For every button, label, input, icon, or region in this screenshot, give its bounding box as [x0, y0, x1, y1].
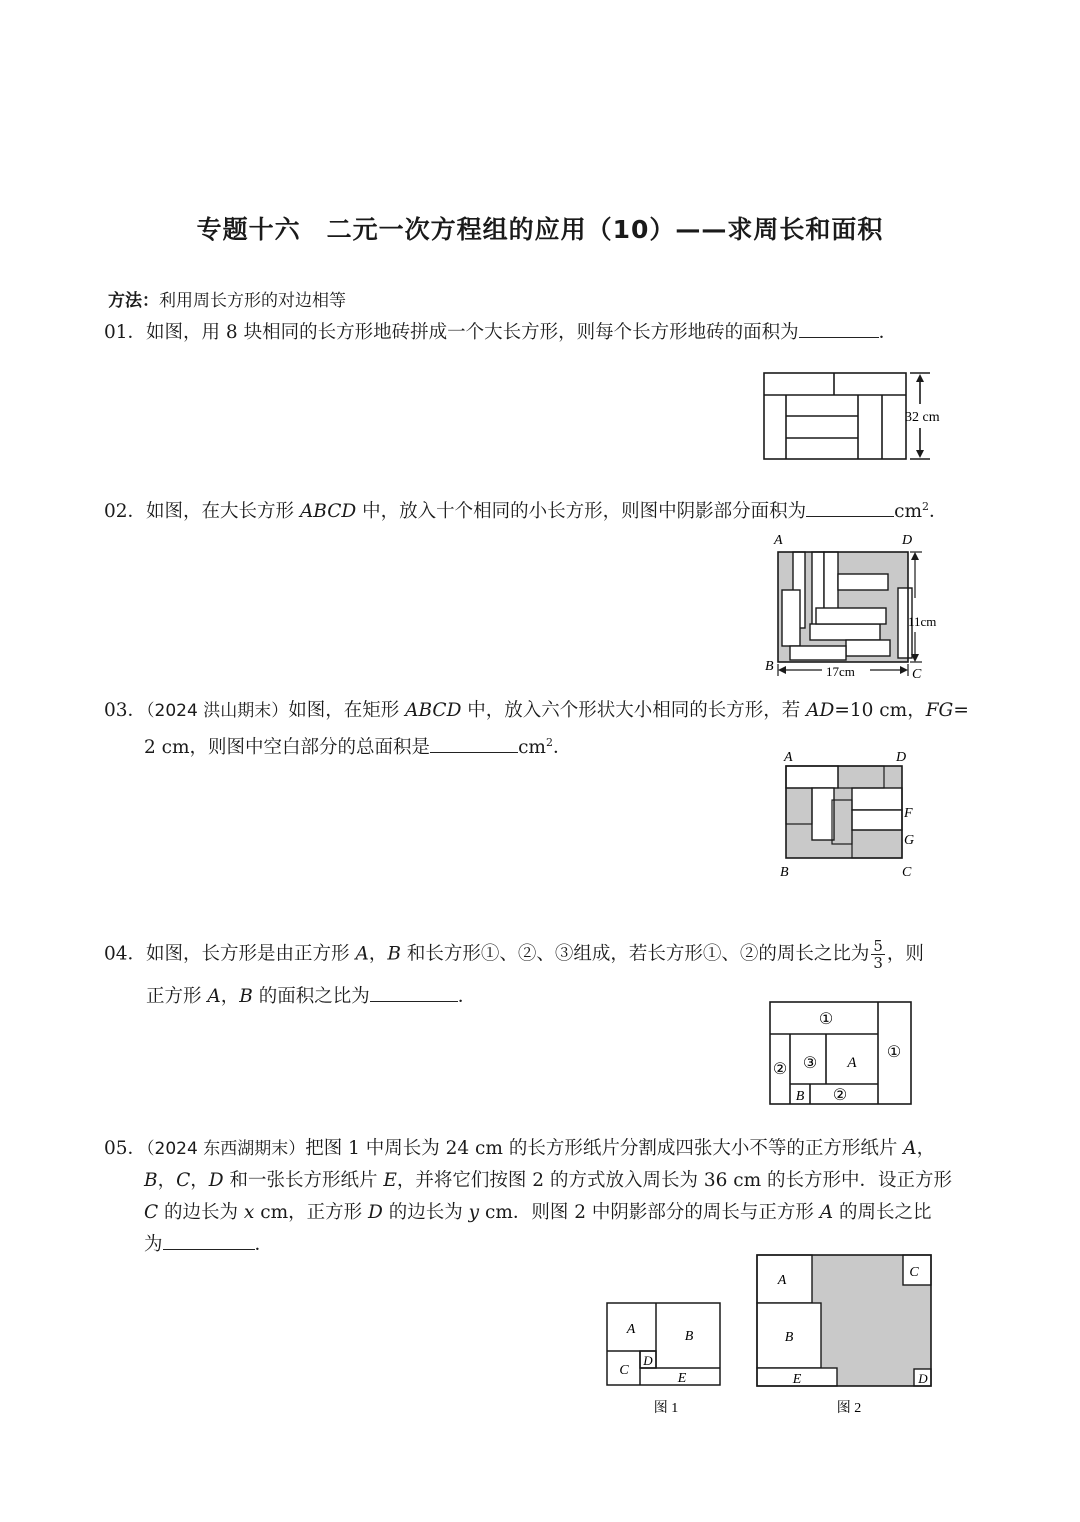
height-label: 11cm — [908, 614, 937, 629]
method-text: 利用周长方形的对边相等 — [159, 291, 346, 311]
svg-text:B: B — [784, 1330, 794, 1345]
q03-figure — [776, 746, 926, 886]
question-04: 04．如图，长方形是由正方形 A，B 和长方形①、②、③组成，若长方形①、②的周长之比为 $\frac{5}{3}$ ，则 正方形 A，B 的面积之比为 ． — [104, 937, 924, 1007]
svg-text:C: C — [912, 667, 922, 682]
svg-text:B: B — [780, 865, 789, 880]
method-line — [108, 286, 346, 311]
answer-blank[interactable] — [163, 1229, 255, 1250]
question-source: （2024 东西湖期末） — [146, 1139, 306, 1159]
svg-text:B: B — [765, 659, 774, 674]
answer-blank[interactable] — [799, 317, 879, 338]
question-01: 01．如图，用 8 块相同的长方形地砖拼成一个大长方形，则每个长方形地砖的面积为 ． — [104, 317, 984, 349]
q04-figure — [768, 1000, 916, 1108]
answer-blank[interactable] — [806, 496, 894, 517]
svg-text:F: F — [904, 806, 913, 821]
svg-text:①: ① — [818, 1011, 834, 1028]
svg-text:A: A — [626, 1322, 636, 1337]
svg-text:②: ② — [832, 1087, 848, 1104]
svg-text:E: E — [792, 1372, 802, 1387]
width-label: 17cm — [826, 664, 855, 679]
svg-text:A: A — [847, 1055, 857, 1071]
question-number: 05． — [104, 1138, 147, 1159]
question-number: 02． — [104, 501, 147, 523]
svg-text:D: D — [896, 750, 907, 765]
question-03: 03．（2024 洪山期末）如图，在矩形 ABCD 中，放入六个形状大小相同的长方形，若 AD=10 cm，FG= 2 cm，则图中空白部分的总面积是 $cm^2$． — [104, 700, 969, 759]
answer-blank[interactable] — [430, 732, 518, 753]
svg-text:A: A — [774, 533, 783, 548]
page-title: 专题十六 二元一次方程组的应用（10）——求周长和面积 — [196, 215, 884, 244]
figure-caption: 图 2 — [836, 1401, 862, 1416]
svg-text:D: D — [643, 1353, 653, 1368]
svg-text:C: C — [909, 1265, 919, 1280]
dim-label: 32 cm — [905, 410, 940, 425]
svg-text:B: B — [795, 1089, 805, 1104]
svg-text:②: ② — [772, 1061, 788, 1078]
answer-blank[interactable] — [370, 981, 458, 1002]
question-text: 如图，用 8 块相同的长方形地砖拼成一个大长方形，则每个长方形地砖的面积为 — [146, 322, 799, 343]
question-source: （2024 洪山期末） — [146, 701, 289, 721]
q01-figure — [762, 370, 962, 465]
svg-text:C: C — [902, 865, 912, 880]
question-number: 03． — [104, 700, 147, 721]
question-number: 01． — [104, 322, 147, 343]
ratio-fraction: $\frac{5}{3}$ — [873, 937, 883, 972]
question-05: 05．（2024 东西湖期末）把图 1 中周长为 24 cm 的长方形纸片分割成四张大小不等的正方形纸片 A， B，C，D 和一张长方形纸片 E，并将它们按图 2 的方式放入周长为 36 cm 的长方形中．设正方形 C 的边长为 x cm，正方形 D 的边长为 y cm．则图 2 中阴影部分的周长与正方形 A 的周长之比 为 ． — [104, 1138, 953, 1255]
question-number: 04． — [104, 943, 147, 965]
svg-text:A: A — [777, 1273, 787, 1288]
svg-text:D: D — [918, 1371, 928, 1386]
question-02: 02．如图，在大长方形 ABCD 中，放入十个相同的小长方形，则图中阴影部分面积为 $cm^2$． — [104, 491, 984, 528]
svg-text:G: G — [904, 833, 915, 848]
q05-figure-1 — [604, 1300, 728, 1422]
svg-text:E: E — [677, 1371, 687, 1386]
q02-figure — [762, 528, 962, 688]
q05-figure-2 — [754, 1252, 936, 1422]
svg-text:B: B — [684, 1329, 694, 1344]
svg-text:A: A — [784, 750, 793, 765]
svg-text:①: ① — [886, 1044, 902, 1061]
svg-text:③: ③ — [802, 1055, 818, 1072]
figure-caption: 图 1 — [653, 1401, 679, 1416]
method-label: 方法： — [108, 291, 159, 311]
svg-text:C: C — [619, 1363, 629, 1378]
svg-text:D: D — [902, 533, 913, 548]
